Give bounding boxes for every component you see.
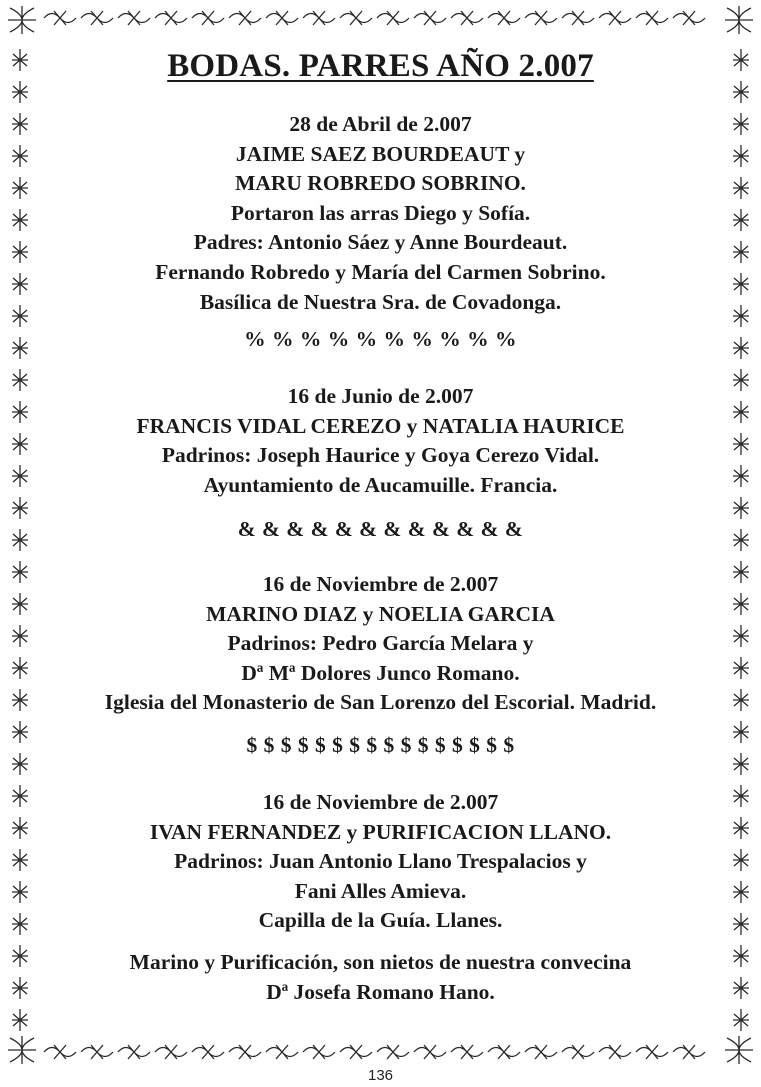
- wedding-date: 16 de Noviembre de 2.007: [262, 572, 499, 596]
- border-ornament-icon: [81, 11, 113, 25]
- border-ornament-icon: [377, 11, 409, 25]
- border-corner-icon: [725, 6, 753, 34]
- border-ornament-icon: [12, 593, 28, 615]
- border-ornament-icon: [733, 497, 749, 519]
- border-ornament-icon: [733, 49, 749, 71]
- border-ornament-icon: [229, 1045, 261, 1059]
- border-ornament-icon: [266, 1045, 298, 1059]
- border-ornament-icon: [733, 465, 749, 487]
- border-ornament-icon: [12, 433, 28, 455]
- border-ornament-icon: [12, 529, 28, 551]
- border-ornament-icon: [377, 1045, 409, 1059]
- border-ornament-icon: [303, 11, 335, 25]
- border-ornament-icon: [451, 11, 483, 25]
- border-ornament-icon: [733, 881, 749, 903]
- border-ornament-icon: [733, 977, 749, 999]
- border-ornament-icon: [12, 497, 28, 519]
- border-ornament-icon: [733, 369, 749, 391]
- border-ornament-icon: [12, 561, 28, 583]
- border-ornament-icon: [12, 657, 28, 679]
- border-ornament-icon: [414, 11, 446, 25]
- border-ornament-icon: [599, 11, 631, 25]
- border-ornament-icon: [525, 1045, 557, 1059]
- border-ornament-icon: [12, 945, 28, 967]
- border-ornament-icon: [12, 49, 28, 71]
- wedding-detail: Padres: Antonio Sáez y Anne Bourdeaut.: [193, 230, 568, 255]
- border-ornament-icon: [733, 1009, 749, 1031]
- border-ornament-icon: [340, 1045, 372, 1059]
- wedding-date: 16 de Noviembre de 2.007: [262, 790, 499, 814]
- border-ornament-icon: [451, 1045, 483, 1059]
- border-ornament-icon: [266, 11, 298, 25]
- wedding-detail: Capilla de la Guía. Llanes.: [258, 908, 503, 933]
- wedding-entry-1: [40, 110, 721, 317]
- border-ornament-icon: [488, 1045, 520, 1059]
- border-ornament-icon: [12, 817, 28, 839]
- border-ornament-icon: [733, 593, 749, 615]
- border-ornament-icon: [733, 625, 749, 647]
- wedding-couple: MARINO DIAZ y NOELIA GARCIA: [206, 601, 555, 626]
- border-ornament-icon: [733, 433, 749, 455]
- border-ornament-icon: [12, 209, 28, 231]
- border-ornament-icon: [733, 785, 749, 807]
- border-ornament-icon: [118, 11, 150, 25]
- border-corner-icon: [725, 1036, 753, 1064]
- border-ornament-icon: [155, 1045, 187, 1059]
- border-ornament-icon: [12, 785, 28, 807]
- border-ornament-icon: [733, 721, 749, 743]
- wedding-detail: Portaron las arras Diego y Sofía.: [230, 200, 531, 225]
- border-ornament-icon: [525, 11, 557, 25]
- border-ornament-icon: [12, 1009, 28, 1031]
- border-ornament-icon: [12, 849, 28, 871]
- border-ornament-icon: [12, 241, 28, 263]
- border-ornament-icon: [733, 849, 749, 871]
- wedding-detail: Basílica de Nuestra Sra. de Covadonga.: [199, 289, 562, 314]
- border-ornament-icon: [192, 11, 224, 25]
- border-ornament-icon: [733, 913, 749, 935]
- border-ornament-icon: [733, 209, 749, 231]
- border-ornament-icon: [12, 465, 28, 487]
- border-ornament-icon: [673, 1045, 705, 1059]
- border-ornament-icon: [599, 1045, 631, 1059]
- border-ornament-icon: [12, 881, 28, 903]
- border-ornament-icon: [118, 1045, 150, 1059]
- border-ornament-icon: [733, 305, 749, 327]
- wedding-detail: Padrinos: Joseph Haurice y Goya Cerezo Vidal.: [161, 443, 600, 468]
- border-ornament-icon: [733, 529, 749, 551]
- border-ornament-icon: [12, 721, 28, 743]
- note-line: Dª Josefa Romano Hano.: [266, 979, 495, 1004]
- border-ornament-icon: [733, 145, 749, 167]
- wedding-entry-4: [40, 788, 721, 936]
- separator-dollar: $ $ $ $ $ $ $ $ $ $ $ $ $ $ $ $: [246, 733, 515, 757]
- border-corner-icon: [8, 1036, 36, 1064]
- separator-ampersand: & & & & & & & & & & & &: [237, 517, 524, 541]
- border-ornament-icon: [12, 305, 28, 327]
- page-number: 136: [367, 1067, 394, 1084]
- border-ornament-icon: [155, 11, 187, 25]
- border-corner-icon: [8, 6, 36, 34]
- border-ornament-icon: [81, 1045, 113, 1059]
- border-ornament-icon: [733, 113, 749, 135]
- border-ornament-icon: [12, 273, 28, 295]
- border-ornament-icon: [562, 11, 594, 25]
- border-ornament-icon: [229, 11, 261, 25]
- wedding-couple: IVAN FERNANDEZ y PURIFICACION LLANO.: [149, 819, 612, 844]
- wedding-detail: Fani Alles Amieva.: [294, 878, 467, 903]
- border-ornament-icon: [12, 337, 28, 359]
- border-ornament-icon: [733, 945, 749, 967]
- border-ornament-icon: [12, 689, 28, 711]
- wedding-entry-2: [40, 382, 721, 500]
- border-ornament-icon: [12, 753, 28, 775]
- border-ornament-icon: [636, 11, 668, 25]
- wedding-couple: JAIME SAEZ BOURDEAUT y: [235, 141, 526, 166]
- wedding-detail: Padrinos: Pedro García Melara y: [227, 631, 534, 656]
- wedding-detail: Dª Mª Dolores Junco Romano.: [241, 660, 520, 685]
- wedding-detail: Fernando Robredo y María del Carmen Sobrino.: [155, 259, 606, 284]
- border-ornament-icon: [44, 11, 76, 25]
- wedding-detail: MARU ROBREDO SOBRINO.: [235, 171, 526, 196]
- border-ornament-icon: [673, 11, 705, 25]
- border-ornament-icon: [733, 817, 749, 839]
- border-ornament-icon: [192, 1045, 224, 1059]
- border-ornament-icon: [414, 1045, 446, 1059]
- wedding-detail: Padrinos: Juan Antonio Llano Trespalacios y: [174, 849, 587, 874]
- separator-percent: % % % % % % % % % %: [244, 327, 517, 351]
- wedding-date: 28 de Abril de 2.007: [289, 112, 472, 136]
- border-ornament-icon: [733, 753, 749, 775]
- border-ornament-icon: [340, 11, 372, 25]
- border-ornament-icon: [733, 689, 749, 711]
- border-ornament-icon: [12, 401, 28, 423]
- border-ornament-icon: [12, 625, 28, 647]
- border-ornament-icon: [733, 561, 749, 583]
- border-ornament-icon: [562, 1045, 594, 1059]
- wedding-couple: FRANCIS VIDAL CEREZO y NATALIA HAURICE: [136, 413, 625, 438]
- border-ornament-icon: [12, 145, 28, 167]
- border-ornament-icon: [12, 113, 28, 135]
- border-ornament-icon: [12, 369, 28, 391]
- border-ornament-icon: [12, 81, 28, 103]
- wedding-detail: Iglesia del Monasterio de San Lorenzo del Escorial. Madrid.: [104, 690, 657, 715]
- border-ornament-icon: [12, 977, 28, 999]
- border-ornament-icon: [488, 11, 520, 25]
- note-line: Marino y Purificación, son nietos de nuestra convecina: [129, 950, 632, 974]
- border-ornament-icon: [733, 177, 749, 199]
- border-ornament-icon: [733, 81, 749, 103]
- closing-note: [40, 948, 721, 1007]
- border-ornament-icon: [44, 1045, 76, 1059]
- border-ornament-icon: [733, 657, 749, 679]
- border-ornament-icon: [733, 241, 749, 263]
- border-ornament-icon: [733, 337, 749, 359]
- border-ornament-icon: [303, 1045, 335, 1059]
- wedding-entry-3: [40, 570, 721, 718]
- border-ornament-icon: [733, 401, 749, 423]
- page-title: BODAS. PARRES AÑO 2.007: [167, 48, 594, 84]
- wedding-date: 16 de Junio de 2.007: [287, 384, 474, 408]
- border-ornament-icon: [636, 1045, 668, 1059]
- border-ornament-icon: [12, 913, 28, 935]
- border-ornament-icon: [733, 273, 749, 295]
- border-ornament-icon: [12, 177, 28, 199]
- wedding-detail: Ayuntamiento de Aucamuille. Francia.: [203, 472, 558, 497]
